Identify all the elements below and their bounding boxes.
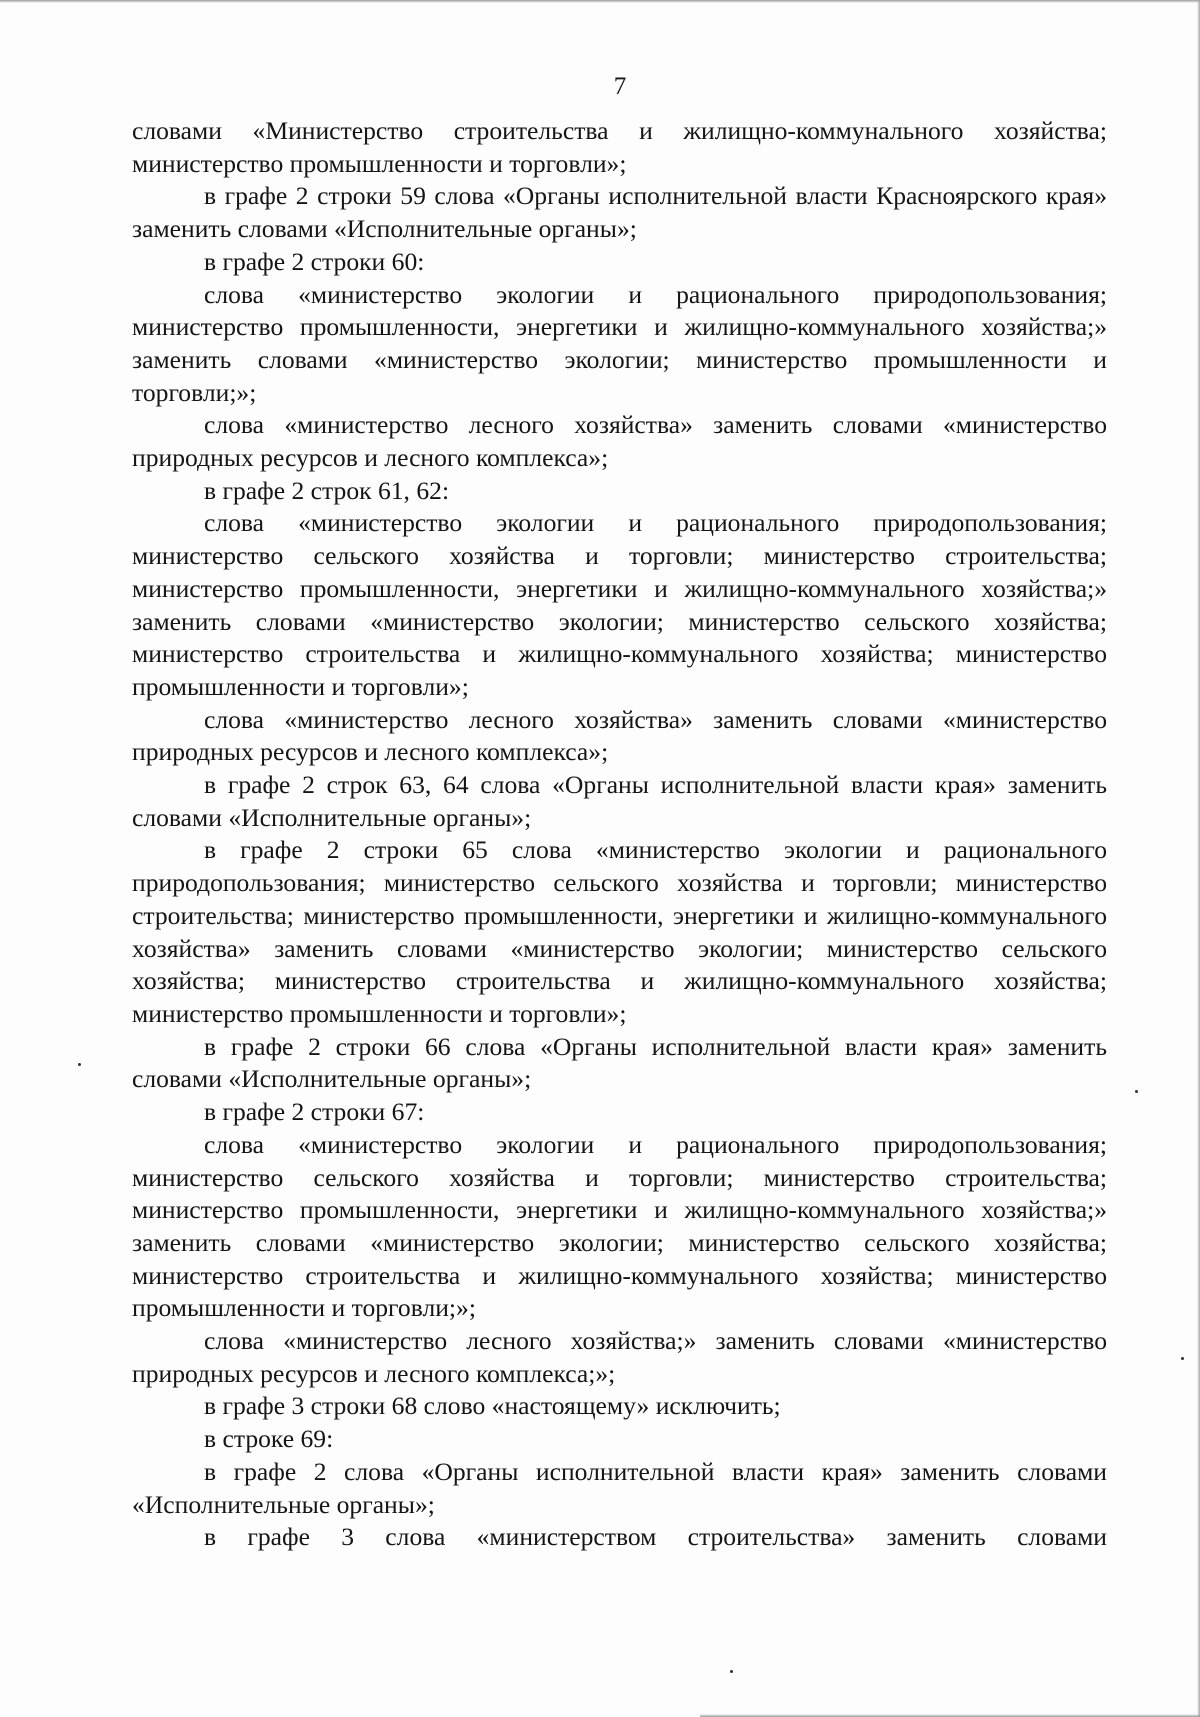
scan-edge-top — [0, 0, 1200, 3]
document-body — [132, 115, 1107, 1554]
scan-speck — [78, 1063, 81, 1066]
paragraph: в графе 2 строки 67: — [204, 1097, 425, 1127]
scan-speck — [1181, 1357, 1184, 1360]
paragraph: в графе 2 строки 60: — [204, 246, 425, 276]
paragraph: слова «министерство лесного хозяйства» заменить словами «министерство природных ресурсов и лесного комплекса»; — [132, 704, 1107, 767]
paragraph: в графе 2 строк 61, 62: — [204, 475, 450, 505]
paragraph: слова «министерство лесного хозяйства» заменить словами «министерство природных ресурсов и лесного комплекса»; — [132, 410, 1107, 473]
page-number: 7 — [613, 73, 627, 100]
paragraph: в графе 3 строки 68 слово «настоящему» исключить; — [204, 1391, 781, 1421]
scan-speck — [730, 1670, 733, 1673]
paragraph: в графе 2 строки 65 слова «министерство экологии и рационального природопользования; министерство сельского хозяйства и торговли; министерство строительства; министерство промышленности, энергетики и жилищно-коммунального хозяйства» заменить словами «министерство экологии; министерство сельского хозяйства; министерство строительства и жилищно-коммунального хозяйства; министерство промышленности и торговли»; — [132, 835, 1107, 1028]
paragraph: слова «министерство лесного хозяйства;» заменить словами «министерство природных ресурсов и лесного комплекса;»; — [132, 1326, 1107, 1388]
paragraph: в графе 3 слова «министерством строительства» заменить словами — [204, 1522, 1107, 1552]
paragraph: в графе 2 строки 66 слова «Органы исполнительной власти края» заменить словами «Исполнительные органы»; — [132, 1031, 1107, 1094]
paragraph: слова «министерство экологии и рационального природопользования; министерство промышленности, энергетики и жилищно-коммунального хозяйства;» заменить словами «министерство экологии; министерство промышленности и торговли;»; — [132, 279, 1107, 407]
paragraph: в графе 2 слова «Органы исполнительной власти края» заменить словами «Исполнительные органы»; — [132, 1456, 1107, 1519]
paragraph: слова «министерство экологии и рационального природопользования; министерство сельского хозяйства и торговли; министерство строительства; министерство промышленности, энергетики и жилищно-коммунального хозяйства;» заменить словами «министерство экологии; министерство сельского хозяйства; министерство строительства и жилищно-коммунального хозяйства; министерство промышленности и торговли»; — [132, 508, 1107, 701]
paragraph: слова «министерство экологии и рационального природопользования; министерство сельского хозяйства и торговли; министерство строительства; министерство промышленности, энергетики и жилищно-коммунального хозяйства;» заменить словами «министерство экологии; министерство сельского хозяйства; министерство строительства и жилищно-коммунального хозяйства; министерство промышленности и торговли;»; — [132, 1129, 1107, 1323]
paragraph: в строке 69: — [204, 1424, 334, 1454]
paragraph: в графе 2 строк 63, 64 слова «Органы исполнительной власти края» заменить словами «Исполнительные органы»; — [132, 770, 1107, 832]
paragraph: в графе 2 строки 59 слова «Органы исполнительной власти Красноярского края» заменить словами «Исполнительные органы»; — [132, 181, 1107, 244]
scan-speck — [1135, 1090, 1138, 1093]
paragraph: словами «Министерство строительства и жилищно-коммунального хозяйства; министерство промышленности и торговли»; — [132, 116, 1107, 178]
